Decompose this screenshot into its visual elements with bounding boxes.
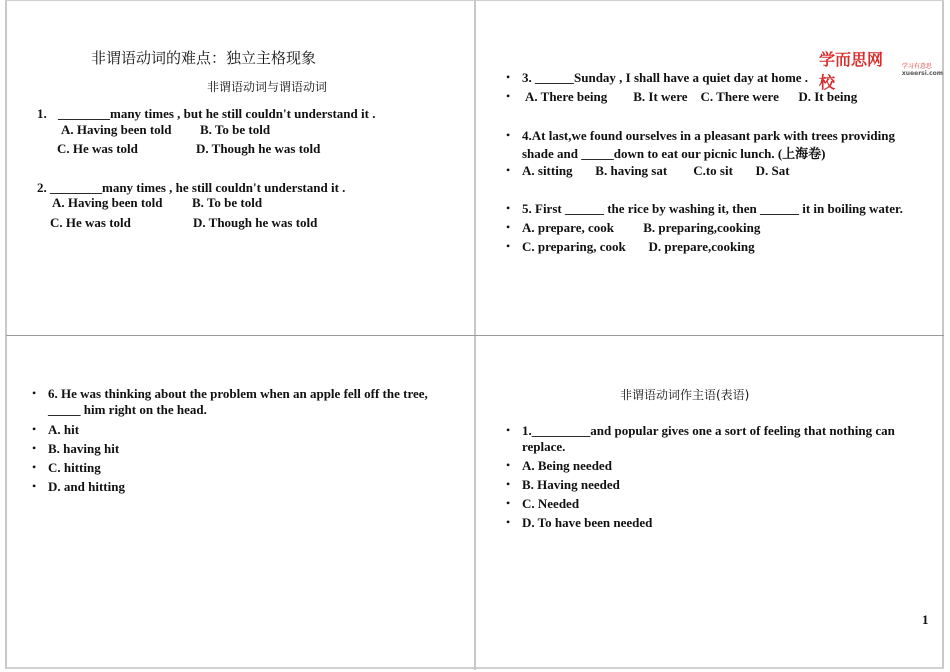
question-1-option-c: C. Needed (522, 496, 580, 511)
question-5-stem: 5. First ______ the rice by washing it, then ______ it in boiling water. (522, 201, 903, 216)
bullet-icon: • (506, 201, 511, 215)
bullet-icon: • (506, 128, 511, 142)
bullet-icon: • (506, 423, 511, 437)
bullet-icon: • (32, 441, 37, 455)
question-1-number: 1. (37, 106, 47, 121)
question-1-option-c: C. He was told (57, 141, 138, 156)
question-1-stem: ________many times , but he still couldn't understand it . (58, 106, 376, 121)
question-6-stem-line-2: _____ him right on the head. (48, 402, 207, 417)
question-1-option-a: A. Being needed (522, 458, 612, 473)
question-1-option-a: A. Having been told (61, 122, 172, 137)
slide-title: 非谓语动词作主语(表语) (620, 388, 750, 402)
slide-4 (476, 336, 943, 669)
logo-url: xueersi.com (901, 70, 943, 77)
question-6-option-c: C. hitting (48, 460, 101, 475)
question-5-options-ab: A. prepare, cook B. preparing,cooking (522, 220, 761, 235)
question-2-option-b: B. To be told (192, 195, 263, 210)
bullet-icon: • (506, 163, 511, 177)
question-3-stem: 3. ______Sunday , I shall have a quiet day at home . (522, 70, 809, 85)
question-2-option-a: A. Having been told (52, 195, 163, 210)
question-2-option-d: D. Though he was told (193, 215, 318, 230)
bullet-icon: • (506, 496, 511, 510)
slide-subtitle: 非谓语动词与谓语动词 (207, 80, 328, 94)
slide-1 (7, 1, 474, 335)
slide-title: 非谓语动词的难点：独立主格现象 (91, 49, 317, 67)
question-4-stem-line-2: shade and _____down to eat our picnic lunch. (上海卷) (522, 146, 826, 161)
question-1-option-d: D. To have been needed (522, 515, 653, 530)
xueersi-logo (819, 47, 943, 93)
question-4-stem-line-1: 4.At last,we found ourselves in a pleasant park with trees providing (522, 128, 895, 143)
bullet-icon: • (506, 220, 511, 234)
question-1-stem-line-2: replace. (522, 439, 566, 454)
bullet-icon: • (506, 89, 511, 103)
question-2-option-c: C. He was told (50, 215, 131, 230)
question-2-stem: 2. ________many times , he still couldn't understand it . (37, 180, 346, 195)
bullet-icon: • (506, 70, 511, 84)
logo-side (902, 63, 943, 77)
slide-3 (7, 336, 474, 669)
question-4-options: A. sitting B. having sat C.to sit D. Sat (522, 163, 790, 178)
question-3-options: A. There being B. It were C. There were D. It being (525, 89, 858, 104)
question-1-stem-line-1: 1._________and popular gives one a sort of feeling that nothing can (522, 423, 895, 438)
logo-tagline: 学习有意思 (901, 63, 932, 70)
question-6-option-d: D. and hitting (48, 479, 125, 494)
page-number: 1 (922, 612, 929, 627)
bullet-icon: • (32, 422, 37, 436)
question-6-option-b: B. having hit (48, 441, 120, 456)
question-1-option-b: B. To be told (200, 122, 271, 137)
question-5-options-cd: C. preparing, cook D. prepare,cooking (522, 239, 755, 254)
logo-main-text: 学而思网校 (819, 50, 884, 92)
bullet-icon: • (32, 460, 37, 474)
bullet-icon: • (506, 515, 511, 529)
bullet-icon: • (32, 386, 37, 400)
question-6-option-a: A. hit (48, 422, 80, 437)
bullet-icon: • (506, 458, 511, 472)
slide-2 (476, 1, 943, 335)
bullet-icon: • (506, 477, 511, 491)
question-1-option-d: D. Though he was told (196, 141, 321, 156)
question-6-stem-line-1: 6. He was thinking about the problem when an apple fell off the tree, (48, 386, 428, 401)
bullet-icon: • (32, 479, 37, 493)
question-1-option-b: B. Having needed (522, 477, 620, 492)
bullet-icon: • (506, 239, 511, 253)
